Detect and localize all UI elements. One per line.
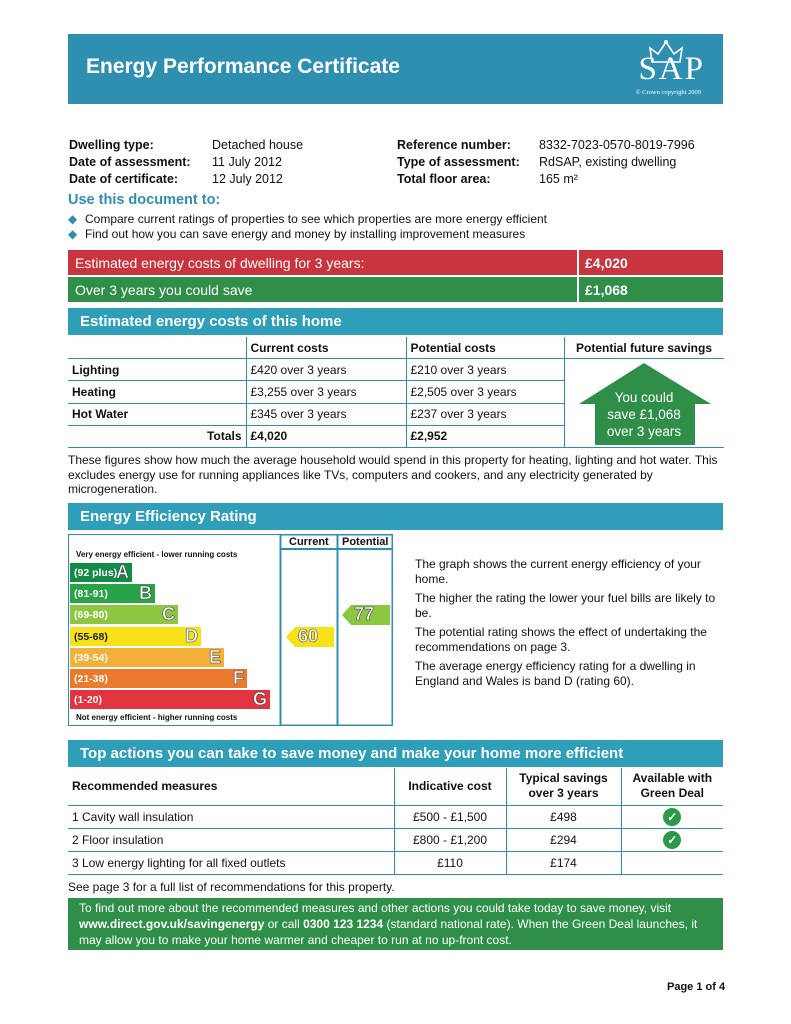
- current-rating-arrow: 60: [286, 627, 334, 650]
- check-icon: ✓: [663, 831, 681, 849]
- check-icon: ✓: [663, 808, 681, 826]
- rating-band-c: [70, 605, 178, 624]
- band-range: (81-91): [74, 588, 108, 601]
- assessment-date-value: 11 July 2012: [212, 155, 282, 169]
- col-potential: Potential: [342, 536, 389, 548]
- floor-area-value: 165 m²: [539, 172, 578, 186]
- rating-band-f: [70, 669, 247, 688]
- savings-arrow-text: You could save £1,068 over 3 years: [606, 390, 682, 439]
- band-range: (1-20): [74, 694, 103, 707]
- top-efficiency-label: Very energy efficient - lower running costs: [76, 550, 238, 559]
- see-page-note: See page 3 for a full list of recommendations for this property.: [68, 880, 395, 894]
- col-future-savings: Potential future savings: [564, 337, 724, 359]
- costs-section-header: Estimated energy costs of this home: [68, 308, 723, 335]
- potential-rating-arrow: 77: [342, 605, 390, 628]
- assessment-date-label: Date of assessment:: [69, 155, 191, 169]
- savings-arrow-cell: [564, 359, 724, 448]
- page-header: [68, 34, 723, 104]
- estimated-cost-bar: Estimated energy costs of dwelling for 3 years: £4,020: [68, 250, 723, 275]
- bullet-icon: ◆: [68, 227, 78, 241]
- efficiency-rating-chart: [68, 534, 393, 726]
- col-current-costs: Current costs: [246, 337, 406, 359]
- costs-note: These figures show how much the average household would spend in this property for heating, lighting and hot water. This excludes energy use for running appliances like TVs, computers and cookers, and any electricity generated by microgeneration.: [68, 453, 718, 496]
- table-row: 3 Low energy lighting for all fixed outlets £110 £174: [68, 851, 723, 874]
- totals-row: Totals £4,020 £2,952: [68, 425, 724, 447]
- rating-band-d: [70, 627, 201, 646]
- estimated-cost-value: £4,020: [585, 255, 628, 271]
- rating-band-a: [70, 563, 132, 582]
- reference-value: 8332-7023-0570-8019-7996: [539, 138, 695, 152]
- use-bullet: ◆ Compare current ratings of properties to see which properties are more energy efficient: [68, 212, 548, 226]
- bullet-icon: ◆: [68, 212, 78, 226]
- assessment-type-label: Type of assessment:: [397, 155, 520, 169]
- copyright-text: © Crown copyright 2009: [635, 89, 701, 96]
- table-row: Lighting £420 over 3 years £210 over 3 years You could save £1,068 over 3 years: [68, 359, 724, 381]
- band-range: (39-54): [74, 651, 108, 664]
- band-letter: F: [233, 668, 244, 688]
- rating-band-e: [70, 648, 224, 667]
- page-number: Page 1 of 4: [667, 981, 726, 993]
- actions-table: [68, 768, 723, 875]
- use-bullet: ◆ Find out how you can save energy and money by installing improvement measures: [68, 227, 526, 241]
- table-row: Hot Water £345 over 3 years £237 over 3 years: [68, 403, 724, 425]
- rating-band-b: [70, 584, 155, 603]
- band-letter: B: [139, 583, 152, 604]
- costs-table: [68, 337, 724, 448]
- assessment-type-value: RdSAP, existing dwelling: [539, 155, 677, 169]
- actions-header-row: Recommended measures Indicative cost Typical savings over 3 years Available with Green Deal: [68, 768, 723, 805]
- table-row: Heating £3,255 over 3 years £2,505 over 3 years: [68, 381, 724, 403]
- band-letter: D: [185, 625, 198, 646]
- certificate-date-label: Date of certificate:: [69, 172, 179, 186]
- sap-logo: SAP: [638, 51, 705, 87]
- dwelling-type-value: Detached house: [212, 138, 304, 152]
- efficiency-section-header: Energy Efficiency Rating: [68, 503, 723, 530]
- band-letter: G: [252, 689, 267, 710]
- could-save-value: £1,068: [585, 282, 628, 298]
- band-letter: E: [208, 646, 221, 667]
- band-range: (92 plus): [74, 567, 118, 579]
- info-box: To find out more about the recommended measures and other actions you could take today to save money, visit www.direct.gov.uk/savingenergy or call 0300 123 1234 (standard national rate). When the Green Deal launches, it may allow you to make your home warmer and cheaper to run at no up-front cost.: [68, 898, 723, 950]
- band-range: (69-80): [74, 609, 108, 622]
- page-title: Energy Performance Certificate: [86, 55, 400, 78]
- floor-area-label: Total floor area:: [397, 172, 491, 186]
- phone-number: 0300 123 1234: [303, 917, 384, 931]
- band-range: (21-38): [74, 673, 108, 685]
- efficiency-text: The graph shows the current energy efficiency of your home. The higher the rating the lower your fuel bills are likely to be. The potential rating shows the effect of undertaking the recommendations on page 3. The average energy efficiency rating for a dwelling in England and Wales is band D (rating 60).: [415, 557, 716, 688]
- website-link[interactable]: www.direct.gov.uk/savingenergy: [79, 917, 265, 931]
- certificate-date-value: 12 July 2012: [212, 172, 283, 186]
- reference-label: Reference number:: [397, 138, 511, 152]
- dwelling-type-label: Dwelling type:: [69, 138, 154, 152]
- band-letter: A: [116, 562, 129, 582]
- band-letter: C: [162, 604, 175, 625]
- bottom-efficiency-label: Not energy efficient - higher running costs: [76, 713, 238, 722]
- could-save-bar: Over 3 years you could save £1,068: [68, 277, 723, 302]
- actions-section-header: Top actions you can take to save money and make your home more efficient: [68, 740, 723, 767]
- col-current: Current: [289, 536, 329, 548]
- use-document-title: Use this document to:: [68, 192, 221, 208]
- band-range: (55-68): [74, 630, 108, 643]
- col-potential-costs: Potential costs: [406, 337, 564, 359]
- costs-header-row: [68, 337, 724, 359]
- rating-band-g: [70, 690, 270, 709]
- table-row: 1 Cavity wall insulation £500 - £1,500 £498 ✓: [68, 805, 723, 828]
- table-row: 2 Floor insulation £800 - £1,200 £294 ✓: [68, 828, 723, 851]
